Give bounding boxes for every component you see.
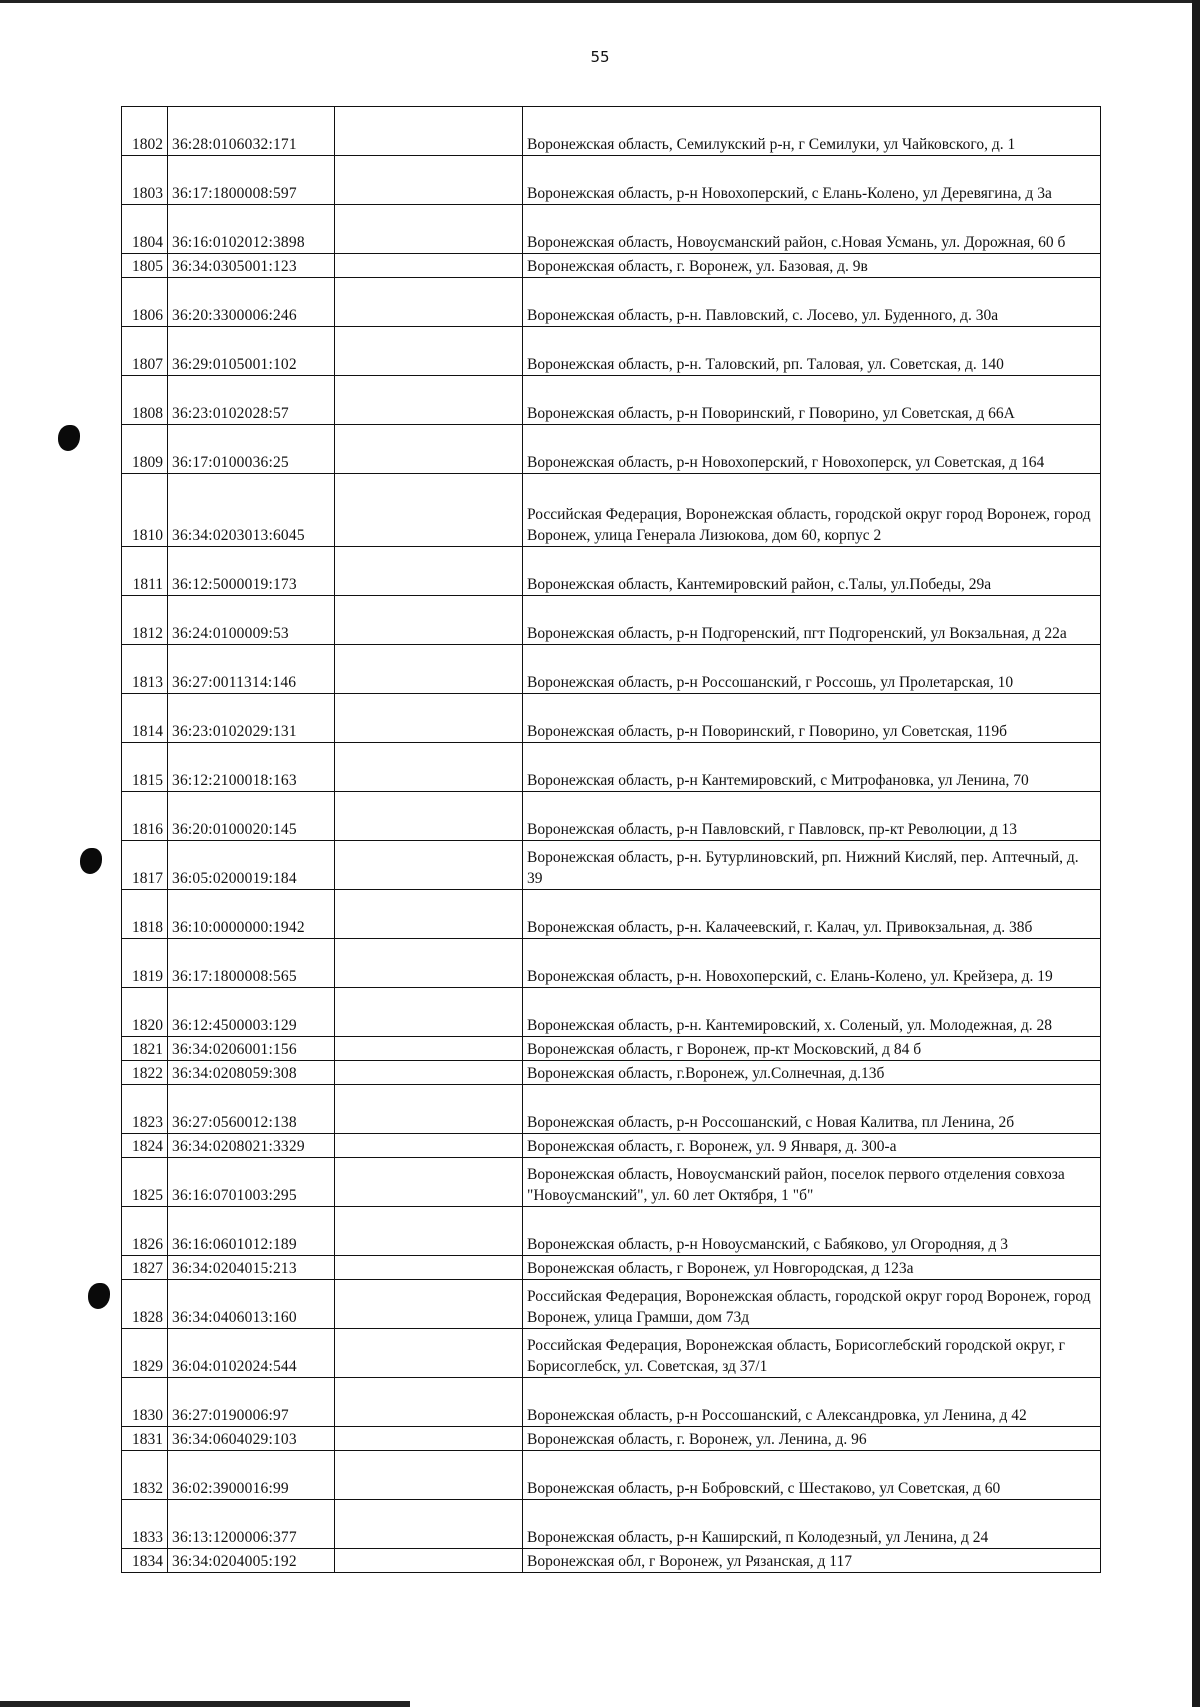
cadastral-number: 36:04:0102024:544: [168, 1329, 335, 1378]
table-row: [122, 156, 1101, 205]
address-cell: Российская Федерация, Воронежская область, городской округ город Воронеж, город Воронеж, улица Генерала Лизюкова, дом 60, корпус 2: [523, 474, 1101, 547]
table-row: [122, 1378, 1101, 1427]
row-number: 1814: [122, 694, 168, 743]
address-cell: Воронежская область, р-н. Таловский, рп. Таловая, ул. Советская, д. 140: [523, 327, 1101, 376]
cadastral-number: 36:13:1200006:377: [168, 1500, 335, 1549]
empty-cell: [335, 890, 523, 939]
empty-cell: [335, 107, 523, 156]
address-cell: Воронежская область, г Воронеж, пр-кт Московский, д 84 б: [523, 1037, 1101, 1061]
cadastral-number: 36:16:0102012:3898: [168, 205, 335, 254]
table-row: [122, 694, 1101, 743]
row-number: 1816: [122, 792, 168, 841]
table-row: [122, 474, 1101, 547]
cadastral-number: 36:34:0206001:156: [168, 1037, 335, 1061]
row-number: 1828: [122, 1280, 168, 1329]
table-row: [122, 1451, 1101, 1500]
row-number: 1825: [122, 1158, 168, 1207]
cadastral-number: 36:05:0200019:184: [168, 841, 335, 890]
table-row: [122, 1085, 1101, 1134]
scan-edge-top: [0, 0, 1200, 3]
scan-edge-right: [1192, 0, 1200, 1707]
empty-cell: [335, 327, 523, 376]
cadastral-number: 36:34:0305001:123: [168, 254, 335, 278]
address-cell: Воронежская область, Кантемировский район, с.Талы, ул.Победы, 29а: [523, 547, 1101, 596]
cadastral-number: 36:34:0204015:213: [168, 1256, 335, 1280]
row-number: 1824: [122, 1134, 168, 1158]
table-row: [122, 278, 1101, 327]
punch-hole: [88, 1283, 110, 1309]
empty-cell: [335, 205, 523, 254]
table-row: [122, 1427, 1101, 1451]
empty-cell: [335, 1549, 523, 1573]
table-row: [122, 376, 1101, 425]
row-number: 1829: [122, 1329, 168, 1378]
empty-cell: [335, 1207, 523, 1256]
registry-table: [121, 106, 1101, 1573]
address-cell: Воронежская область, р-н. Бутурлиновский, рп. Нижний Кисляй, пер. Аптечный, д. 39: [523, 841, 1101, 890]
address-cell: Воронежская область, р-н Кантемировский, с Митрофановка, ул Ленина, 70: [523, 743, 1101, 792]
address-cell: Воронежская область, Новоусманский район, поселок первого отделения совхоза "Новоусманский", ул. 60 лет Октября, 1 "б": [523, 1158, 1101, 1207]
empty-cell: [335, 596, 523, 645]
row-number: 1822: [122, 1061, 168, 1085]
empty-cell: [335, 841, 523, 890]
row-number: 1813: [122, 645, 168, 694]
row-number: 1826: [122, 1207, 168, 1256]
row-number: 1815: [122, 743, 168, 792]
table-row: [122, 1134, 1101, 1158]
empty-cell: [335, 1037, 523, 1061]
empty-cell: [335, 988, 523, 1037]
cadastral-number: 36:29:0105001:102: [168, 327, 335, 376]
address-cell: Воронежская область, г Воронеж, ул Новгородская, д 123а: [523, 1256, 1101, 1280]
table-row: [122, 547, 1101, 596]
address-cell: Воронежская область, г. Воронеж, ул. Базовая, д. 9в: [523, 254, 1101, 278]
empty-cell: [335, 1061, 523, 1085]
cadastral-number: 36:34:0406013:160: [168, 1280, 335, 1329]
row-number: 1827: [122, 1256, 168, 1280]
row-number: 1818: [122, 890, 168, 939]
cadastral-number: 36:17:1800008:565: [168, 939, 335, 988]
cadastral-number: 36:23:0102029:131: [168, 694, 335, 743]
table-row: [122, 1280, 1101, 1329]
address-cell: Воронежская обл, г Воронеж, ул Рязанская, д 117: [523, 1549, 1101, 1573]
empty-cell: [335, 645, 523, 694]
cadastral-number: 36:24:0100009:53: [168, 596, 335, 645]
empty-cell: [335, 425, 523, 474]
table-row: [122, 1207, 1101, 1256]
empty-cell: [335, 474, 523, 547]
table-row: [122, 645, 1101, 694]
empty-cell: [335, 1085, 523, 1134]
cadastral-number: 36:12:5000019:173: [168, 547, 335, 596]
row-number: 1802: [122, 107, 168, 156]
row-number: 1820: [122, 988, 168, 1037]
cadastral-number: 36:17:0100036:25: [168, 425, 335, 474]
table-row: [122, 1500, 1101, 1549]
row-number: 1832: [122, 1451, 168, 1500]
address-cell: Воронежская область, р-н Каширский, п Колодезный, ул Ленина, д 24: [523, 1500, 1101, 1549]
row-number: 1805: [122, 254, 168, 278]
empty-cell: [335, 547, 523, 596]
table-row: [122, 107, 1101, 156]
table-row: [122, 890, 1101, 939]
table-row: [122, 743, 1101, 792]
empty-cell: [335, 1451, 523, 1500]
row-number: 1804: [122, 205, 168, 254]
table-row: [122, 1158, 1101, 1207]
row-number: 1812: [122, 596, 168, 645]
cadastral-number: 36:34:0208021:3329: [168, 1134, 335, 1158]
empty-cell: [335, 156, 523, 205]
row-number: 1811: [122, 547, 168, 596]
cadastral-number: 36:23:0102028:57: [168, 376, 335, 425]
scan-edge-bottom: [0, 1701, 410, 1707]
address-cell: Воронежская область, р-н Новоусманский, с Бабяково, ул Огородняя, д 3: [523, 1207, 1101, 1256]
address-cell: Воронежская область, р-н Россошанский, г Россошь, ул Пролетарская, 10: [523, 645, 1101, 694]
empty-cell: [335, 743, 523, 792]
table-row: [122, 988, 1101, 1037]
address-cell: Воронежская область, р-н Бобровский, с Шестаково, ул Советская, д 60: [523, 1451, 1101, 1500]
punch-hole: [58, 425, 80, 451]
table-row: [122, 425, 1101, 474]
address-cell: Воронежская область, р-н Поворинский, г Поворино, ул Советская, д 66А: [523, 376, 1101, 425]
cadastral-number: 36:10:0000000:1942: [168, 890, 335, 939]
empty-cell: [335, 1500, 523, 1549]
empty-cell: [335, 939, 523, 988]
address-cell: Воронежская область, Семилукский р-н, г Семилуки, ул Чайковского, д. 1: [523, 107, 1101, 156]
table-row: [122, 1329, 1101, 1378]
page-number: 55: [590, 48, 610, 66]
punch-hole: [80, 848, 102, 874]
address-cell: Воронежская область, р-н Россошанский, с Александровка, ул Ленина, д 42: [523, 1378, 1101, 1427]
empty-cell: [335, 1256, 523, 1280]
empty-cell: [335, 1280, 523, 1329]
address-cell: Воронежская область, р-н Россошанский, с Новая Калитва, пл Ленина, 2б: [523, 1085, 1101, 1134]
table-row: [122, 1549, 1101, 1573]
row-number: 1809: [122, 425, 168, 474]
empty-cell: [335, 792, 523, 841]
row-number: 1808: [122, 376, 168, 425]
row-number: 1810: [122, 474, 168, 547]
cadastral-number: 36:34:0604029:103: [168, 1427, 335, 1451]
cadastral-number: 36:12:2100018:163: [168, 743, 335, 792]
address-cell: Воронежская область, Новоусманский район, с.Новая Усмань, ул. Дорожная, 60 б: [523, 205, 1101, 254]
table-row: [122, 1256, 1101, 1280]
empty-cell: [335, 278, 523, 327]
row-number: 1806: [122, 278, 168, 327]
address-cell: Российская Федерация, Воронежская область, Борисоглебский городской округ, г Борисоглебск, ул. Советская, зд 37/1: [523, 1329, 1101, 1378]
empty-cell: [335, 254, 523, 278]
address-cell: Воронежская область, р-н. Новохоперский, с. Елань-Колено, ул. Крейзера, д. 19: [523, 939, 1101, 988]
empty-cell: [335, 1134, 523, 1158]
address-cell: Воронежская область, р-н Новохоперский, г Новохоперск, ул Советская, д 164: [523, 425, 1101, 474]
table-row: [122, 1037, 1101, 1061]
empty-cell: [335, 1378, 523, 1427]
row-number: 1821: [122, 1037, 168, 1061]
address-cell: Воронежская область, р-н Поворинский, г Поворино, ул Советская, 119б: [523, 694, 1101, 743]
table-row: [122, 327, 1101, 376]
row-number: 1819: [122, 939, 168, 988]
empty-cell: [335, 1158, 523, 1207]
address-cell: Воронежская область, р-н. Калачеевский, г. Калач, ул. Привокзальная, д. 38б: [523, 890, 1101, 939]
empty-cell: [335, 1427, 523, 1451]
table-row: [122, 205, 1101, 254]
cadastral-number: 36:02:3900016:99: [168, 1451, 335, 1500]
address-cell: Воронежская область, р-н Новохоперский, с Елань-Колено, ул Деревягина, д 3а: [523, 156, 1101, 205]
table-row: [122, 939, 1101, 988]
address-cell: Воронежская область, г.Воронеж, ул.Солнечная, д.13б: [523, 1061, 1101, 1085]
row-number: 1833: [122, 1500, 168, 1549]
empty-cell: [335, 376, 523, 425]
address-cell: Воронежская область, г. Воронеж, ул. 9 Января, д. 300-а: [523, 1134, 1101, 1158]
row-number: 1834: [122, 1549, 168, 1573]
address-cell: Воронежская область, р-н Подгоренский, пгт Подгоренский, ул Вокзальная, д 22а: [523, 596, 1101, 645]
empty-cell: [335, 694, 523, 743]
address-cell: Воронежская область, р-н. Павловский, с. Лосево, ул. Буденного, д. 30а: [523, 278, 1101, 327]
cadastral-number: 36:27:0560012:138: [168, 1085, 335, 1134]
cadastral-number: 36:16:0601012:189: [168, 1207, 335, 1256]
cadastral-number: 36:27:0190006:97: [168, 1378, 335, 1427]
table-row: [122, 1061, 1101, 1085]
row-number: 1823: [122, 1085, 168, 1134]
empty-cell: [335, 1329, 523, 1378]
row-number: 1831: [122, 1427, 168, 1451]
cadastral-number: 36:34:0203013:6045: [168, 474, 335, 547]
cadastral-number: 36:27:0011314:146: [168, 645, 335, 694]
table-row: [122, 792, 1101, 841]
table-row: [122, 841, 1101, 890]
cadastral-number: 36:17:1800008:597: [168, 156, 335, 205]
address-cell: Российская Федерация, Воронежская область, городской округ город Воронеж, город Воронеж, улица Грамши, дом 73д: [523, 1280, 1101, 1329]
cadastral-number: 36:12:4500003:129: [168, 988, 335, 1037]
address-cell: Воронежская область, г. Воронеж, ул. Ленина, д. 96: [523, 1427, 1101, 1451]
cadastral-number: 36:20:0100020:145: [168, 792, 335, 841]
row-number: 1830: [122, 1378, 168, 1427]
address-cell: Воронежская область, р-н. Кантемировский, х. Соленый, ул. Молодежная, д. 28: [523, 988, 1101, 1037]
registry-body: [122, 107, 1101, 1573]
cadastral-number: 36:20:3300006:246: [168, 278, 335, 327]
address-cell: Воронежская область, р-н Павловский, г Павловск, пр-кт Революции, д 13: [523, 792, 1101, 841]
row-number: 1817: [122, 841, 168, 890]
cadastral-number: 36:34:0208059:308: [168, 1061, 335, 1085]
table-row: [122, 596, 1101, 645]
cadastral-number: 36:28:0106032:171: [168, 107, 335, 156]
row-number: 1807: [122, 327, 168, 376]
table-row: [122, 254, 1101, 278]
row-number: 1803: [122, 156, 168, 205]
cadastral-number: 36:16:0701003:295: [168, 1158, 335, 1207]
cadastral-number: 36:34:0204005:192: [168, 1549, 335, 1573]
